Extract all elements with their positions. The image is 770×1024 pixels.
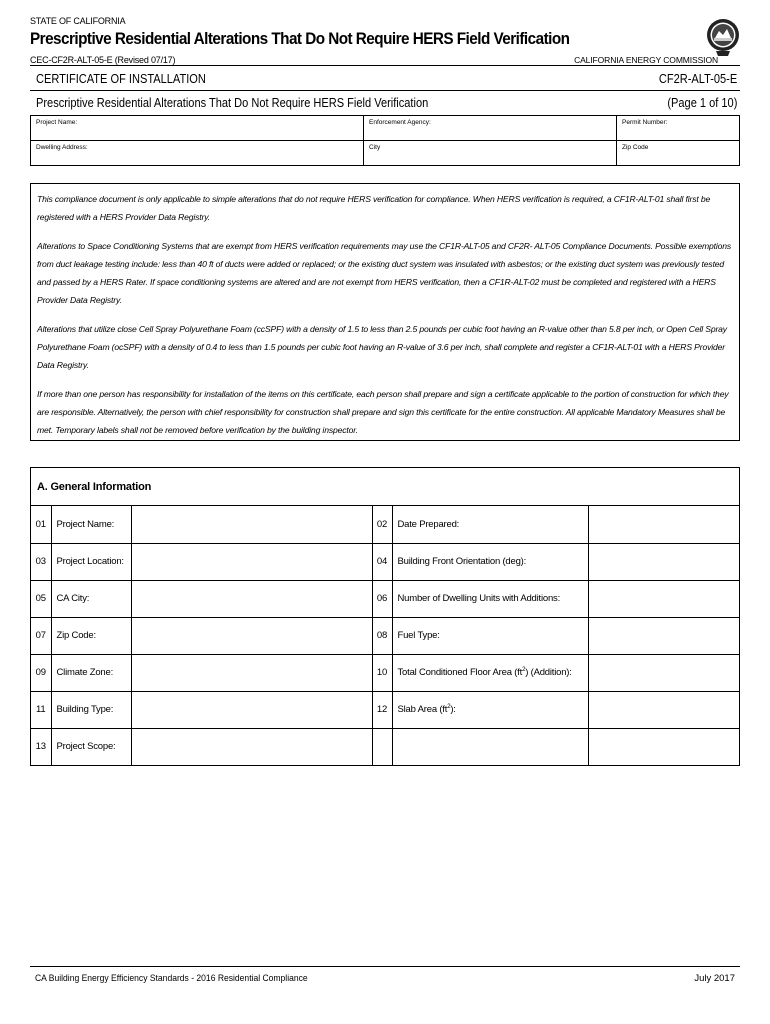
- notice-paragraph-1: This compliance document is only applicable to simple alterations that do not require HERS verification for compliance. When HERS verification is required, a CF1R-ALT-01 shall first be registered with a HERS Provider Data Registry.: [37, 194, 711, 222]
- item-value-input[interactable]: [131, 654, 372, 691]
- item-value-input[interactable]: [588, 506, 739, 543]
- item-label-superscript: 2: [447, 703, 451, 710]
- general-information-section: [30, 467, 740, 766]
- item-label: [392, 728, 588, 765]
- item-label-superscript: 2: [522, 666, 526, 673]
- item-label-text: Date Prepared:: [397, 518, 460, 530]
- compliance-notice: [30, 183, 740, 441]
- item-label-tail: ) (Addition):: [525, 667, 572, 679]
- page-title: Prescriptive Residential Alterations That Do Not Require HERS Field Verification: [30, 29, 570, 48]
- item-label: Project Name:: [51, 506, 131, 543]
- city-label: City: [369, 144, 381, 151]
- item-label: Zip Code:: [51, 617, 131, 654]
- item-label: [392, 654, 588, 691]
- item-number: 07: [31, 617, 51, 654]
- item-value-input[interactable]: [588, 691, 739, 728]
- dwelling-address-field[interactable]: [31, 141, 364, 166]
- permit-number-field[interactable]: [617, 116, 740, 141]
- enforcement-agency-field[interactable]: [364, 116, 617, 141]
- city-field[interactable]: [364, 141, 617, 166]
- item-number: 03: [31, 543, 51, 580]
- general-info-row: [31, 617, 739, 654]
- item-label-text: Slab Area (ft: [397, 704, 448, 716]
- item-label: Project Scope:: [51, 728, 131, 765]
- item-number: 01: [31, 506, 51, 543]
- notice-paragraph-2: Alterations to Space Conditioning Systems that are exempt from HERS verification requirements may use the CF1R-ALT-05 and CF2R- ALT-05 Compliance Documents. Possible exemptions from duct leakage testing include: less than 40 ft of ducts were added or replaced; or the existing duct system was insulated with asbestos; or the existing duct system was previously tested and passed by a HERS Rater. If space conditioning systems are altered and are not exempt from HERS verification, then a CF1R-ALT-02 must be completed and registered with a HERS Provider Data Registry.: [37, 241, 732, 305]
- item-number: 08: [372, 617, 392, 654]
- item-label: Project Location:: [51, 543, 131, 580]
- item-number: 13: [31, 728, 51, 765]
- item-number: 10: [372, 654, 392, 691]
- form-code: CEC-CF2R-ALT-05-E (Revised 07/17): [30, 55, 176, 65]
- certificate-code: CF2R-ALT-05-E: [658, 71, 737, 86]
- project-name-field[interactable]: [31, 116, 364, 141]
- item-number: 04: [372, 543, 392, 580]
- item-value-input[interactable]: [131, 728, 372, 765]
- footer-date: July 2017: [694, 973, 735, 984]
- item-number: 05: [31, 580, 51, 617]
- item-value-input[interactable]: [131, 506, 372, 543]
- item-value-input[interactable]: [131, 543, 372, 580]
- item-value-input[interactable]: [588, 543, 739, 580]
- item-label-text: Building Front Orientation (deg):: [397, 556, 527, 568]
- footer-rule: [30, 966, 740, 967]
- item-label: [392, 617, 588, 654]
- subtitle-row: [30, 91, 740, 115]
- general-info-row: [31, 654, 739, 691]
- item-number: [372, 728, 392, 765]
- general-info-row: [31, 691, 739, 728]
- notice-paragraph-4: If more than one person has responsibility for installation of the items on this certificate, each person shall prepare and sign a certificate applicable to the portion of construction for which they are responsible. Alternatively, the person with chief responsibility for construction shall prepare and sign this certificate for the entire construction. All applicable Mandatory Measures shall be met. Temporary labels shall not be removed before verification by the building inspector.: [37, 389, 729, 435]
- item-label-text: Total Conditioned Floor Area (ft: [397, 667, 523, 679]
- project-name-label: Project Name:: [36, 119, 78, 126]
- zip-code-field[interactable]: [617, 141, 740, 166]
- certificate-title: CERTIFICATE OF INSTALLATION: [36, 71, 206, 86]
- page-indicator: (Page 1 of 10): [666, 95, 737, 110]
- item-label: [392, 506, 588, 543]
- item-label: [392, 543, 588, 580]
- item-label-text: Fuel Type:: [397, 630, 440, 642]
- general-info-row: [31, 580, 739, 617]
- footer-standard: CA Building Energy Efficiency Standards - 2016 Residential Compliance: [35, 973, 308, 984]
- zip-code-label: Zip Code: [622, 144, 649, 151]
- enforcement-agency-label: Enforcement Agency:: [369, 119, 431, 126]
- item-label: Building Type:: [51, 691, 131, 728]
- project-info-box: [30, 115, 740, 166]
- item-value-input[interactable]: [588, 654, 739, 691]
- commission-label: CALIFORNIA ENERGY COMMISSION: [574, 55, 718, 65]
- item-number: 06: [372, 580, 392, 617]
- item-label: Climate Zone:: [51, 654, 131, 691]
- item-number: 02: [372, 506, 392, 543]
- item-value-input[interactable]: [588, 617, 739, 654]
- notice-paragraph-3: Alterations that utilize close Cell Spray Polyurethane Foam (ccSPF) with a density of 1.5 to less than 2.5 pounds per cubic foot having an R-value other than 5.8 per inch, or Open Cell Spray Polyurethane Foam (ocSPF) with a density of 0.4 to less than 1.5 pounds per cubic foot having an R-value of 3.6 per inch, shall complete and register a CF1R-ALT-01 with a HERS Provider Data Registry.: [37, 324, 727, 370]
- item-value-input[interactable]: [131, 691, 372, 728]
- item-label: CA City:: [51, 580, 131, 617]
- item-value-input[interactable]: [131, 580, 372, 617]
- general-info-row: [31, 506, 739, 543]
- state-label: STATE OF CALIFORNIA: [30, 16, 126, 26]
- item-label-text: Number of Dwelling Units with Additions:: [397, 593, 561, 605]
- item-value-input[interactable]: [131, 617, 372, 654]
- item-label-tail: ):: [450, 704, 456, 716]
- header-rule: [30, 65, 740, 66]
- permit-number-label: Permit Number:: [622, 119, 668, 126]
- item-label: [392, 580, 588, 617]
- item-value-input[interactable]: [588, 580, 739, 617]
- certificate-subtitle: Prescriptive Residential Alterations That Do Not Require HERS Field Verification: [36, 95, 429, 110]
- general-information-table: [31, 506, 739, 765]
- california-energy-commission-seal-icon: [706, 18, 740, 58]
- item-number: 09: [31, 654, 51, 691]
- general-info-row: [31, 728, 739, 765]
- dwelling-address-label: Dwelling Address:: [36, 144, 88, 151]
- certificate-row: [30, 67, 740, 91]
- item-label: [392, 691, 588, 728]
- general-info-row: [31, 543, 739, 580]
- item-value-input[interactable]: [588, 728, 739, 765]
- item-number: 11: [31, 691, 51, 728]
- section-heading: A. General Information: [31, 468, 739, 506]
- item-number: 12: [372, 691, 392, 728]
